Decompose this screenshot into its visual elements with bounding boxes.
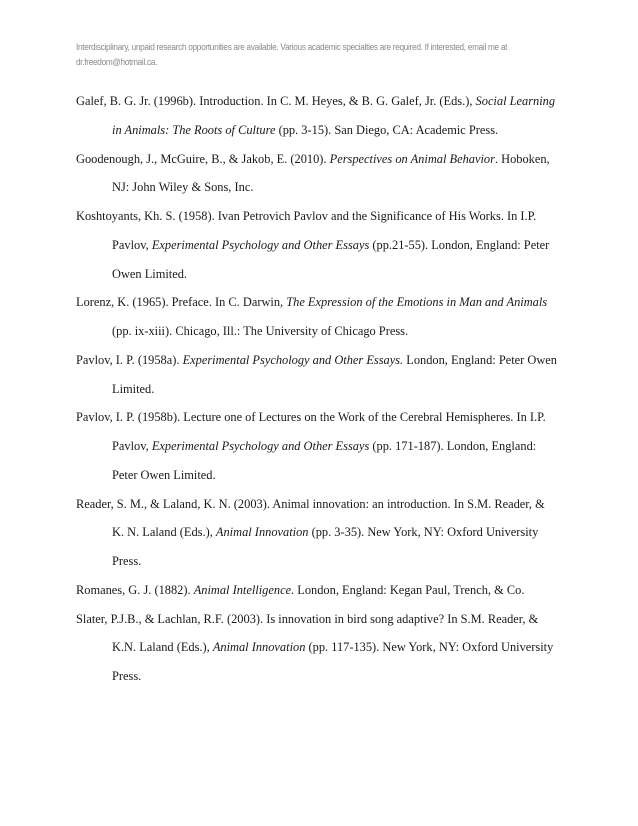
reference-text: (pp. ix-xiii). Chicago, Ill.: The University of Chicago Press. (112, 324, 409, 338)
reference-text: Pavlov, (112, 237, 152, 252)
reference-line (76, 292, 576, 321)
italic-title: Experimental Psychology and Other Essays (151, 237, 370, 252)
reference-text: Pavlov, I. P. (1958a). (76, 352, 183, 367)
reference-entry (76, 292, 576, 350)
reference-text: (pp.21-55). London, England: Peter (369, 237, 550, 252)
reference-line (76, 149, 576, 178)
reference-entry (76, 609, 576, 695)
italic-title: Animal Innovation (215, 525, 309, 540)
reference-text: NJ: John Wiley & Sons, Inc. (112, 180, 254, 195)
reference-line (76, 235, 576, 264)
reference-line (76, 522, 576, 551)
reference-line (76, 177, 576, 206)
italic-title: Experimental Psychology and Other Essays (151, 439, 370, 453)
reference-line (76, 609, 576, 638)
reference-line (76, 379, 576, 408)
italic-title: Perspectives on Animal Behavior (329, 151, 495, 166)
reference-text: (pp. 171-187). London, England: (369, 439, 537, 453)
reference-text: Goodenough, J., McGuire, B., & Jakob, E. (2010). (76, 151, 330, 166)
reference-entry (76, 206, 576, 292)
reference-line (76, 407, 576, 436)
reference-text: (pp. 117-135). New York, NY: Oxford University (305, 640, 554, 655)
reference-text: Pavlov, (112, 439, 152, 453)
reference-entry (76, 407, 576, 493)
reference-text: (pp. 3-15). San Diego, CA: Academic Press. (275, 122, 499, 137)
reference-text: Limited. (112, 381, 155, 396)
reference-line (76, 436, 576, 465)
reference-text: London, England: Peter Owen (403, 352, 557, 367)
reference-entry (76, 580, 576, 609)
italic-title: Animal Innovation (212, 640, 306, 655)
italic-title: in Animals: The Roots of Culture (112, 122, 276, 137)
reference-line (76, 91, 576, 120)
reference-text: Peter Owen Limited. (112, 467, 216, 482)
reference-text: Pavlov, I. P. (1958b). Lecture one of Lectures on the Work of the Cerebral Hemispheres. In I.P. (76, 410, 546, 425)
reference-entry (76, 494, 576, 580)
italic-title: Animal Intelligence. (193, 582, 295, 597)
reference-line (76, 321, 576, 350)
reference-text: Press. (112, 669, 142, 683)
italic-title: The Expression of the Emotions in Man and Animals (286, 295, 548, 310)
header-line-2: dr.freedom@hotmail.ca. (76, 57, 158, 68)
reference-line (76, 465, 576, 494)
reference-line (76, 494, 576, 523)
reference-line (76, 666, 576, 695)
reference-text: Reader, S. M., & Laland, K. N. (2003). Animal innovation: an introduction. In S.M. Reader, & (76, 496, 545, 511)
page-header (76, 40, 575, 70)
reference-list (76, 91, 576, 695)
reference-text: Owen Limited. (112, 266, 188, 281)
reference-line (76, 350, 576, 379)
reference-text: Lorenz, K. (1965). Preface. In C. Darwin, (76, 295, 287, 310)
reference-text: (pp. 3-35). New York, NY: Oxford University (308, 525, 539, 540)
reference-line (76, 120, 576, 149)
reference-text: London, England: Kegan Paul, Trench, & Co. (294, 582, 525, 597)
reference-entry (76, 149, 576, 207)
italic-title: Experimental Psychology and Other Essays. (182, 352, 404, 367)
reference-line (76, 551, 576, 580)
reference-line (76, 206, 576, 235)
reference-entry (76, 350, 576, 408)
reference-text: Romanes, G. J. (1882). (76, 582, 194, 597)
reference-text: K.N. Laland (Eds.), (112, 640, 213, 655)
reference-text: K. N. Laland (Eds.), (112, 525, 216, 540)
reference-entry (76, 91, 576, 149)
reference-line (76, 637, 576, 666)
reference-text: Slater, P.J.B., & Lachlan, R.F. (2003). Is innovation in bird song adaptive? In S.M. Reader, & (76, 611, 539, 626)
italic-title: Social Learning (475, 94, 556, 108)
reference-text: Koshtoyants, Kh. S. (1958). Ivan Petrovich Pavlov and the Significance of His Works. In I.P. (76, 209, 537, 223)
reference-line (76, 264, 576, 293)
header-line-1: Interdisciplinary, unpaid research opportunities are available. Various academic specialties are required. If interested, email me at (76, 42, 508, 53)
reference-text: Galef, B. G. Jr. (1996b). Introduction. In C. M. Heyes, & B. G. Galef, Jr. (Eds.), (76, 94, 476, 108)
reference-line (76, 580, 576, 609)
reference-text: Press. (112, 554, 142, 568)
reference-text: . Hoboken, (494, 151, 550, 166)
